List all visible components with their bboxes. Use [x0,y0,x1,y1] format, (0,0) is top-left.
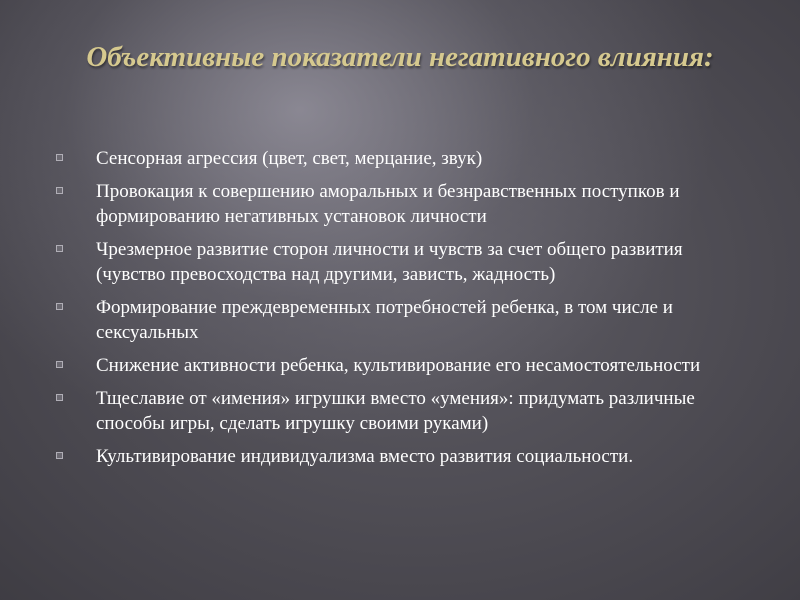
bullet-text: Снижение активности ребенка, культивирование его несамостоятельности [96,355,701,376]
bullet-text: Тщеславие от «имения» игрушки вместо «умения»: придумать различные способы игры, сделать игрушку своими руками) [96,388,695,434]
square-bullet-icon [56,245,63,252]
square-bullet-icon [56,361,63,368]
bullet-item [54,179,754,229]
bullet-text: Провокация к совершению аморальных и безнравственных поступков и формированию негативных установок личности [96,181,680,227]
bullet-item [54,237,754,287]
square-bullet-icon [56,394,63,401]
bullet-item [54,295,754,345]
bullet-text: Сенсорная агрессия (цвет, свет, мерцание, звук) [96,148,483,169]
square-bullet-icon [56,303,63,310]
bullet-item [54,386,754,436]
bullet-text: Чрезмерное развитие сторон личности и чувств за счет общего развития (чувство превосходства над другими, зависть, жадность) [96,239,683,285]
bullet-item [54,146,754,171]
bullet-text: Культивирование индивидуализма вместо развития социальности. [96,446,634,467]
bullet-list [54,146,754,477]
square-bullet-icon [56,154,63,161]
bullet-text: Формирование преждевременных потребностей ребенка, в том числе и сексуальных [96,297,673,343]
bullet-item [54,353,754,378]
slide-title: Объективные показатели негативного влияния: [86,41,714,73]
square-bullet-icon [56,187,63,194]
square-bullet-icon [56,452,63,459]
bullet-item [54,444,754,469]
